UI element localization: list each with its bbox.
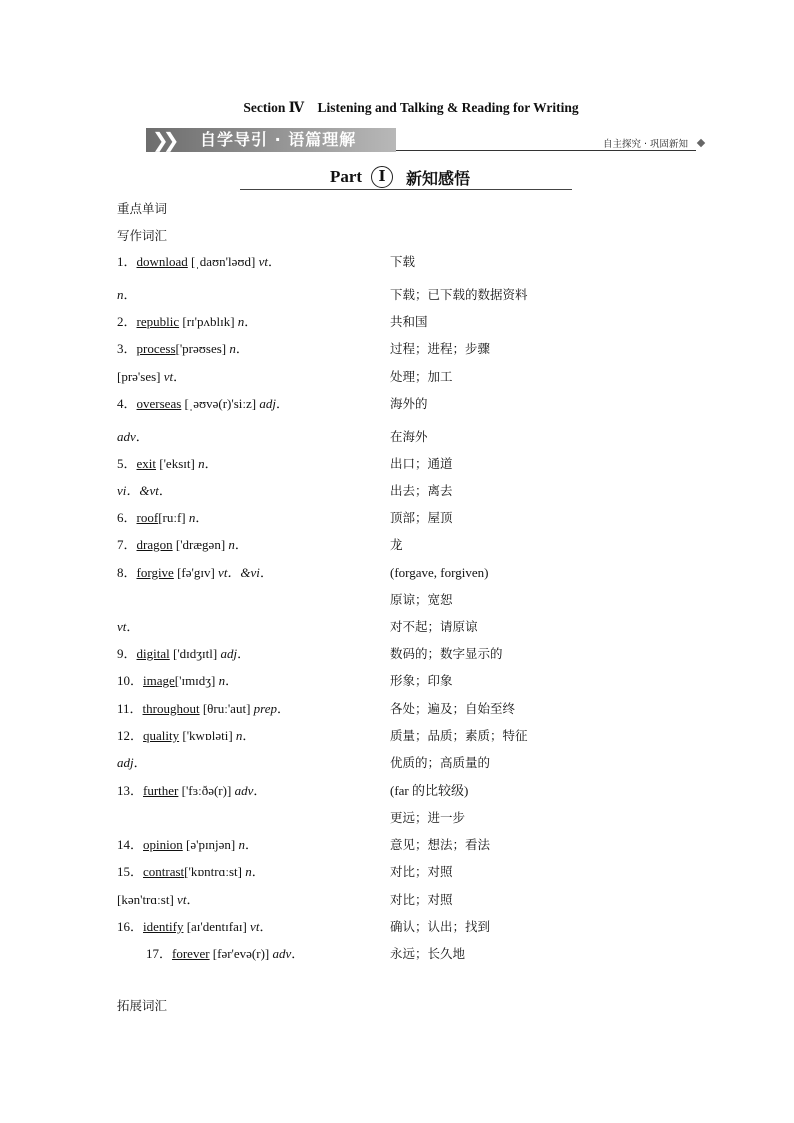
vocab-punct: ． (267, 254, 281, 269)
vocab-row (0, 482, 794, 502)
vocab-number: 14． (117, 837, 144, 852)
vocab-meaning: 对比；对照 (390, 864, 453, 879)
extended-vocab-label: 拓展词汇 (117, 998, 168, 1013)
vocab-row (0, 455, 794, 475)
vocab-row (0, 368, 794, 388)
vocab-punct: ． (133, 755, 147, 770)
vocab-entry (117, 645, 250, 663)
vocab-number: 16． (117, 919, 144, 934)
vocab-word: exit (136, 456, 157, 471)
vocab-row (0, 564, 794, 584)
vocab-number: 1． (117, 254, 137, 269)
vocab-entry (117, 782, 266, 800)
vocab-row (0, 809, 794, 829)
banner-subtitle: 自主探究 · 巩固新知 (602, 139, 688, 150)
part-title: 新知感悟 (406, 169, 471, 188)
vocab-phonetic: [prə'ses] (117, 369, 164, 384)
vocab-entry (117, 754, 147, 772)
vocab-number: 8． (117, 565, 137, 580)
vocab-meaning: 确认；认出；找到 (390, 919, 491, 934)
vocab-meaning: 对比；对照 (390, 892, 453, 907)
vocab-phonetic: ['kɒntrɑːst] (184, 864, 246, 879)
vocab-word: roof (136, 510, 159, 525)
vocab-part-of-speech: n (235, 728, 243, 743)
vocab-row (0, 891, 794, 911)
vocab-punct: ． (253, 783, 267, 798)
vocab-word: throughout (142, 701, 200, 716)
banner-title: 自学导引 · 语篇理解 (200, 130, 357, 149)
vocab-meaning: 共和国 (390, 314, 428, 329)
vocab-phonetic: [rɪ'pʌblɪk] (179, 314, 238, 329)
vocab-row (0, 918, 794, 938)
vocab-word: digital (136, 646, 170, 661)
vocab-row (0, 340, 794, 360)
vocab-number: 6． (117, 510, 137, 525)
vocab-entry (117, 428, 149, 446)
vocab-number: 13． (117, 783, 144, 798)
vocab-phonetic: [fər'evə(r)] (209, 946, 273, 961)
vocab-word: republic (136, 314, 180, 329)
vocab-meaning: 出口；通道 (390, 456, 453, 471)
vocab-number: 4． (117, 396, 137, 411)
vocab-meaning: 形象；印象 (390, 673, 453, 688)
section-title: Section Ⅳ Listening and Talking & Reading for Writing (243, 100, 579, 115)
vocab-entry (117, 253, 281, 271)
vocab-row (0, 945, 794, 965)
vocab-meaning: 质量；品质；素质；特征 (390, 728, 528, 743)
vocab-number: 10． (117, 673, 144, 688)
vocab-entry (117, 455, 218, 473)
vocab-part-of-speech: vt (117, 619, 127, 634)
vocab-number: 2． (117, 314, 137, 329)
vocab-part-of-speech: adv (234, 783, 254, 798)
vocab-part-of-speech: adj (259, 396, 276, 411)
vocab-word: forgive (136, 565, 174, 580)
vocab-entry (117, 700, 290, 718)
guide-banner (146, 126, 706, 156)
vocab-meaning: 顶部；屋顶 (390, 510, 453, 525)
vocab-word: dragon (136, 537, 173, 552)
chevron-right-icon: ❯❯ (152, 128, 174, 152)
banner-divider (396, 150, 696, 151)
vocab-punct: ． (242, 728, 256, 743)
vocab-punct: ． (135, 429, 149, 444)
vocab-part-of-speech: adj (220, 646, 238, 661)
vocab-number: 11． (117, 701, 143, 716)
vocab-row (0, 672, 794, 692)
vocab-meaning: 意见；想法；看法 (390, 837, 491, 852)
vocab-punct: ． (195, 510, 209, 525)
vocab-row (0, 782, 794, 802)
vocab-phonetic: [ruːf] (158, 510, 189, 525)
vocab-part-of-speech: n (218, 673, 226, 688)
vocab-word: download (136, 254, 188, 269)
vocab-row (0, 700, 794, 720)
vocab-phonetic: [fə'gɪv] (173, 565, 219, 580)
vocab-meaning: 永远；长久地 (390, 946, 466, 961)
vocab-meaning: 下载 (390, 254, 416, 269)
vocab-row (0, 286, 794, 306)
part-heading (240, 165, 580, 191)
vocab-entry (117, 618, 139, 636)
vocab-row (0, 863, 794, 883)
vocab-punct: ． (291, 946, 305, 961)
part-numeral: Ⅰ (371, 166, 393, 188)
vocab-punct: ． (204, 456, 218, 471)
part-underline (240, 189, 572, 190)
vocab-meaning: 优质的；高质量的 (390, 755, 491, 770)
vocab-meaning: 出去；离去 (390, 483, 453, 498)
vocab-part-of-speech: n (245, 864, 252, 879)
vocab-meaning: 海外的 (390, 396, 428, 411)
vocab-part-of-speech: adv (272, 946, 292, 961)
vocab-phonetic: [θruː'aut] (199, 701, 254, 716)
vocab-part-of-speech: vt．&vi (218, 565, 260, 580)
vocab-meaning: 处理；加工 (390, 369, 453, 384)
vocab-number: 17． (146, 946, 173, 961)
vocab-punct: ． (173, 369, 187, 384)
vocab-word: identify (143, 919, 184, 934)
vocab-phonetic: [kən'trɑːst] (117, 892, 178, 907)
vocab-punct: ． (126, 619, 140, 634)
vocab-entry (117, 368, 186, 386)
vocab-meaning: (far 的比较级) (390, 783, 469, 798)
vocab-word: image (143, 673, 175, 688)
vocab-entry (117, 395, 289, 413)
vocab-entry (117, 836, 258, 854)
vocab-entry (146, 945, 304, 963)
vocab-part-of-speech: vi．&vt (117, 483, 159, 498)
vocab-punct: ． (235, 341, 249, 356)
vocab-phonetic: [ˌəʊvə(r)'siːz] (181, 396, 260, 411)
vocab-word: opinion (143, 837, 183, 852)
vocab-punct: ． (245, 837, 259, 852)
writing-vocab-label: 写作词汇 (117, 228, 168, 243)
vocab-number: 5． (117, 456, 137, 471)
vocab-part-of-speech: vt (163, 369, 174, 384)
vocab-punct: ． (251, 864, 265, 879)
vocab-meaning: 下载；已下载的数据资料 (390, 287, 528, 302)
vocab-meaning: 对不起；请原谅 (390, 619, 478, 634)
vocab-meaning: 更远；进一步 (390, 810, 466, 825)
vocab-word: contrast (143, 864, 185, 879)
vocab-meaning: 各处；遍及；自始至终 (390, 701, 516, 716)
vocab-punct: ． (237, 646, 251, 661)
vocab-part-of-speech: prep (253, 701, 278, 716)
vocab-entry (117, 891, 199, 909)
vocab-meaning: (forgave, forgiven) (390, 565, 489, 580)
vocab-part-of-speech: n (198, 456, 205, 471)
vocab-punct: ． (225, 673, 239, 688)
vocab-punct: ． (186, 892, 200, 907)
vocab-phonetic: [ə'pɪnjən] (182, 837, 239, 852)
vocab-part-of-speech: vt (250, 919, 260, 934)
vocab-row (0, 253, 794, 273)
vocab-word: overseas (136, 396, 182, 411)
vocab-entry (117, 536, 248, 554)
vocab-punct: ． (158, 483, 172, 498)
vocab-entry (117, 286, 137, 304)
vocab-punct: ． (259, 919, 273, 934)
vocab-part-of-speech: n (228, 537, 235, 552)
vocab-row (0, 754, 794, 774)
vocab-row (0, 727, 794, 747)
vocab-row (0, 618, 794, 638)
vocab-meaning: 数码的；数字显示的 (390, 646, 503, 661)
vocab-entry (117, 727, 255, 745)
vocab-phonetic: ['dɪdʒɪtl] (169, 646, 221, 661)
vocab-part-of-speech: adj (117, 755, 134, 770)
vocab-number: 15． (117, 864, 144, 879)
vocab-punct: ． (244, 314, 258, 329)
vocab-row (0, 428, 794, 448)
vocab-part-of-speech: vt (177, 892, 187, 907)
vocab-row (0, 395, 794, 415)
vocab-punct: ． (275, 396, 289, 411)
vocab-phonetic: ['ɪmɪdʒ] (174, 673, 219, 688)
vocab-phonetic: ['drægən] (172, 537, 229, 552)
vocab-phonetic: ['fɜːðə(r)] (178, 783, 235, 798)
vocab-meaning: 龙 (390, 537, 403, 552)
vocab-part-of-speech: n (229, 341, 236, 356)
vocab-row (0, 313, 794, 333)
vocab-number: 3． (117, 341, 137, 356)
vocab-word: process (136, 341, 176, 356)
vocab-meaning: 原谅；宽恕 (390, 592, 453, 607)
vocab-word: further (143, 783, 179, 798)
vocab-part-of-speech: adv (117, 429, 136, 444)
vocab-number: 7． (117, 537, 137, 552)
vocab-punct: ． (234, 537, 248, 552)
vocab-entry (117, 564, 273, 582)
vocab-word: quality (143, 728, 180, 743)
vocab-phonetic: [aɪ'dentɪfaɪ] (183, 919, 251, 934)
vocab-row (0, 591, 794, 611)
vocab-row (0, 836, 794, 856)
vocab-punct: ． (259, 565, 273, 580)
vocab-word: forever (172, 946, 210, 961)
vocab-part-of-speech: n (237, 314, 245, 329)
vocab-number: 9． (117, 646, 137, 661)
vocab-entry (117, 509, 208, 527)
vocab-part-of-speech: n (188, 510, 196, 525)
vocab-punct: ． (123, 287, 137, 302)
vocab-entry (117, 313, 257, 331)
vocab-punct: ． (277, 701, 291, 716)
vocab-part-of-speech: n (117, 287, 124, 302)
vocab-entry (117, 918, 272, 936)
vocab-meaning: 在海外 (390, 429, 428, 444)
vocab-entry (117, 340, 249, 358)
vocab-row (0, 645, 794, 665)
vocab-phonetic: ['prəʊses] (175, 341, 230, 356)
part-label: Part (330, 167, 363, 186)
vocab-part-of-speech: vt (258, 254, 268, 269)
vocab-number: 12． (117, 728, 144, 743)
vocab-entry (117, 863, 265, 881)
vocab-row (0, 509, 794, 529)
key-words-label: 重点单词 (117, 201, 168, 216)
vocab-phonetic: ['eksɪt] (156, 456, 199, 471)
vocab-row (0, 536, 794, 556)
vocab-meaning: 过程；进程；步骤 (390, 341, 491, 356)
vocab-phonetic: ['kwɒləti] (179, 728, 236, 743)
vocab-part-of-speech: n (238, 837, 246, 852)
diamond-icon (697, 139, 705, 147)
vocab-entry (117, 482, 172, 500)
vocab-phonetic: [ˌdaʊn'ləʊd] (187, 254, 259, 269)
vocab-entry (117, 672, 238, 690)
